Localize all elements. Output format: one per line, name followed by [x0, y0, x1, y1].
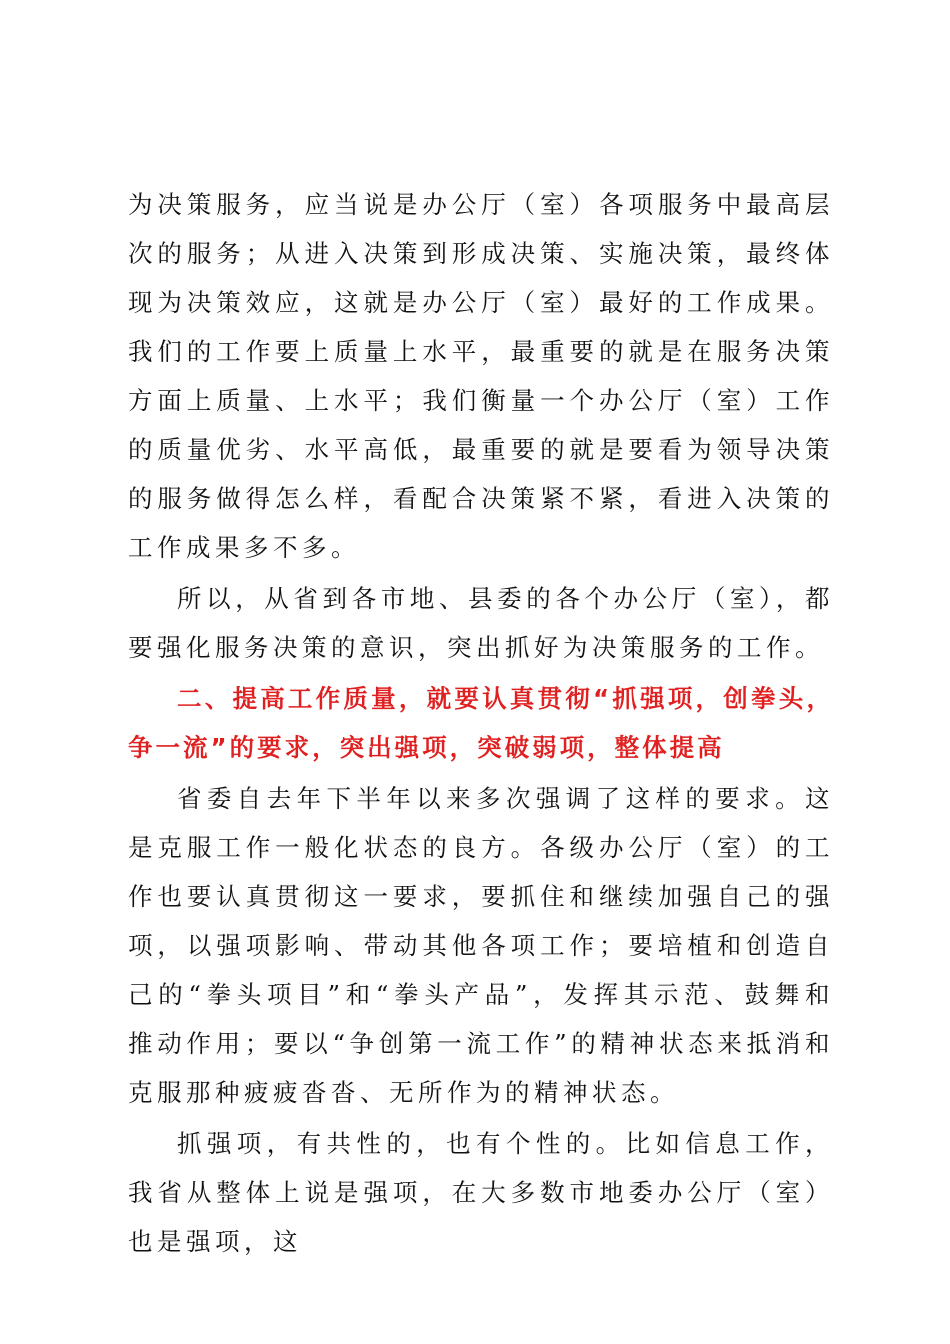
- section-heading-two: 二、提高工作质量，就要认真贯彻“抓强项，创拳头，争一流”的要求，突出强项，突破弱项，整体提高: [128, 684, 834, 762]
- paragraph-strong-items: 抓强项，有共性的，也有个性的。比如信息工作，我省从整体上说是强项，在大多数市地委办公厅（室）也是强项，这: [128, 1129, 834, 1256]
- paragraph-provincial-requirement: 省委自去年下半年以来多次强调了这样的要求。这是克服工作一般化状态的良方。各级办公厅（室）的工作也要认真贯彻这一要求，要抓住和继续加强自己的强项，以强项影响、带动其他各项工作；要培植和创造自己的“拳头项目”和“拳头产品”，发挥其示范、鼓舞和推动作用；要以“争创第一流工作”的精神状态来抵消和克服那种疲疲沓沓、无所作为的精神状态。: [128, 784, 834, 1107]
- paragraph-decision-service: 为决策服务，应当说是办公厅（室）各项服务中最高层次的服务；从进入决策到形成决策、实施决策，最终体现为决策效应，这就是办公厅（室）最好的工作成果。我们的工作要上质量上水平，最重要的就是在服务决策方面上质量、上水平；我们衡量一个办公厅（室）工作的质量优劣、水平高低，最重要的就是要看为领导决策的服务做得怎么样，看配合决策紧不紧，看进入决策的工作成果多不多。: [128, 190, 834, 562]
- document-page: [128, 180, 834, 1266]
- paragraph-strengthen-awareness: 所以，从省到各市地、县委的各个办公厅（室），都要强化服务决策的意识，突出抓好为决策服务的工作。: [128, 584, 834, 662]
